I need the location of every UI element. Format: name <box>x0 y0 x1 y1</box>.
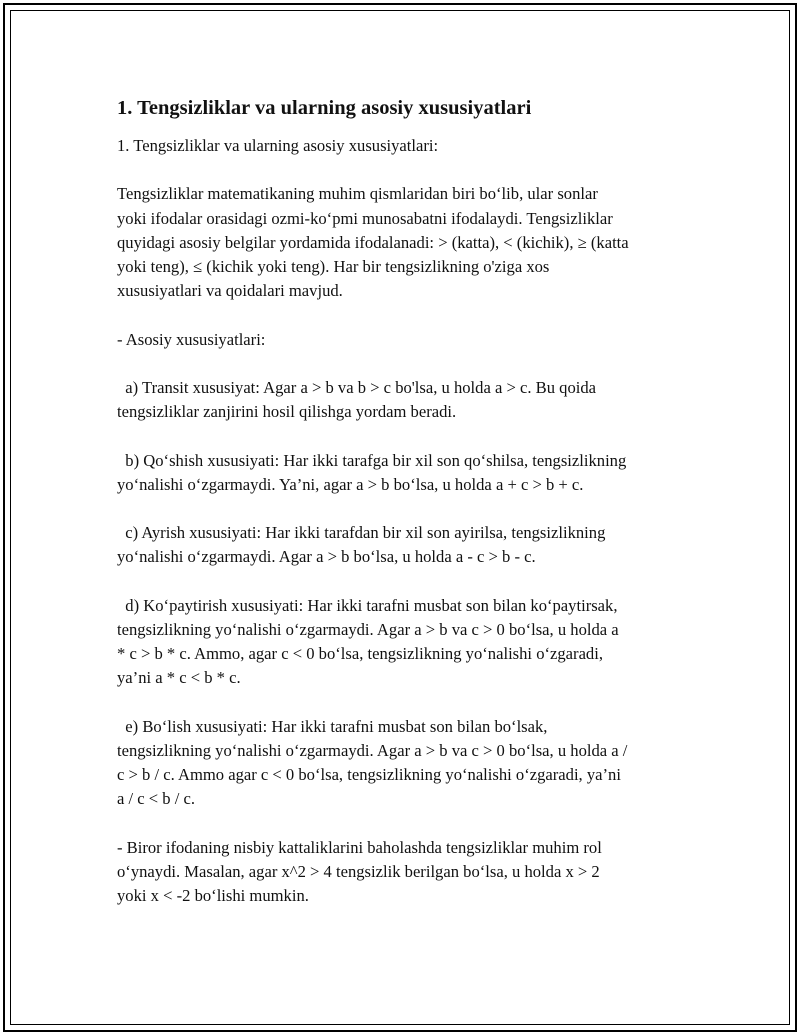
paragraph-line: Tengsizliklar matematikaning muhim qismlaridan biri bo‘lib, ular sonlar <box>117 184 598 204</box>
paragraph-list <box>117 134 697 908</box>
paragraph-line: a / c < b / c. <box>117 789 196 809</box>
paragraph <box>117 328 697 352</box>
paragraph <box>117 715 697 812</box>
paragraph-line: yo‘nalishi o‘zgarmaydi. Agar a > b bo‘lsa, u holda a - c > b - c. <box>117 547 536 567</box>
paragraph-line: d) Ko‘paytirish xususiyati: Har ikki tarafni musbat son bilan ko‘paytirsak, <box>117 595 618 615</box>
document-heading: 1. Tengsizliklar va ularning asosiy xususiyatlari <box>117 97 532 119</box>
paragraph <box>117 134 697 158</box>
paragraph-line: a) Transit xususiyat: Agar a > b va b > c bo'lsa, u holda a > c. Bu qoida <box>117 377 597 397</box>
paragraph-line: c > b / c. Ammo agar c < 0 bo‘lsa, tengsizlikning yo‘nalishi o‘zgaradi, ya’ni <box>117 765 621 785</box>
paragraph-line: - Biror ifodaning nisbiy kattaliklarini baholashda tengsizliklar muhim rol <box>117 837 602 857</box>
paragraph-line: c) Ayrish xususiyati: Har ikki tarafdan bir xil son ayirilsa, tengsizlikning <box>117 523 606 543</box>
paragraph-line: yoki teng), ≤ (kichik yoki teng). Har bir tengsizlikning o'ziga xos <box>117 257 550 276</box>
paragraph-line: - Asosiy xususiyatlari: <box>117 329 266 349</box>
paragraph-line: b) Qo‘shish xususiyati: Har ikki tarafga bir xil son qo‘shilsa, tengsizlikning <box>117 450 627 470</box>
paragraph-line: e) Bo‘lish xususiyati: Har ikki tarafni musbat son bilan bo‘lsak, <box>117 716 548 736</box>
paragraph-line: o‘ynaydi. Masalan, agar x^2 > 4 tengsizlik berilgan bo‘lsa, u holda x > 2 <box>117 861 600 881</box>
paragraph-line: 1. Tengsizliklar va ularning asosiy xususiyatlari: <box>117 136 439 155</box>
paragraph-line: yoki x < -2 bo‘lishi mumkin. <box>117 886 309 906</box>
paragraph-line: xususiyatlari va qoidalari mavjud. <box>117 281 343 301</box>
paragraph <box>117 836 697 909</box>
paragraph-line: quyidagi asosiy belgilar yordamida ifodalanadi: > (katta), < (kichik), ≥ (katta <box>117 232 629 252</box>
paragraph <box>117 449 697 497</box>
paragraph <box>117 182 697 303</box>
paragraph <box>117 594 697 691</box>
paragraph-line: tengsizlikning yo‘nalishi o‘zgarmaydi. Agar a > b va c > 0 bo‘lsa, u holda a / <box>117 740 628 760</box>
paragraph-line: yo‘nalishi o‘zgarmaydi. Ya’ni, agar a > b bo‘lsa, u holda a + c > b + c. <box>117 474 584 494</box>
document-body <box>117 96 697 933</box>
paragraph-line: ya’ni a * c < b * c. <box>117 668 241 688</box>
paragraph-line: yoki ifodalar orasidagi ozmi-ko‘pmi munosabatni ifodalaydi. Tengsizliklar <box>117 208 613 228</box>
paragraph-line: * c > b * c. Ammo, agar c < 0 bo‘lsa, tengsizlikning yo‘nalishi o‘zgaradi, <box>117 644 603 664</box>
paragraph <box>117 376 697 424</box>
paragraph-line: tengsizliklar zanjirini hosil qilishga yordam beradi. <box>117 402 457 422</box>
paragraph <box>117 521 697 569</box>
paragraph-line: tengsizlikning yo‘nalishi o‘zgarmaydi. Agar a > b va c > 0 bo‘lsa, u holda a <box>117 619 619 639</box>
